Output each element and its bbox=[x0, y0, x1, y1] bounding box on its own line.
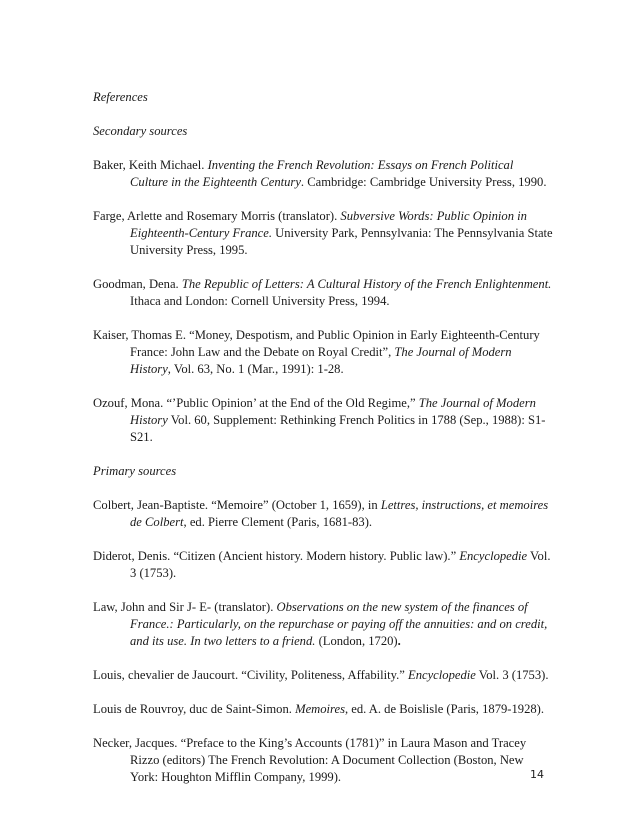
reference-entry: Necker, Jacques. “Preface to the King’s Accounts (1781)” in Laura Mason and Tracey Rizzo (editors) The French Revolution: A Document Collection (Boston, New York: Houghton Mifflin Company, 1999). bbox=[93, 736, 527, 784]
secondary-sources-list bbox=[93, 157, 553, 446]
reference-entry: Goodman, Dena. The Republic of Letters: A Cultural History of the French Enlightenment. Ithaca and London: Cornell University Press, 1994. bbox=[93, 277, 552, 308]
reference-entry: Ozouf, Mona. “’Public Opinion’ at the End of the Old Regime,” The Journal of Modern History Vol. 60, Supplement: Rethinking French Politics in 1788 (Sep., 1988): S1-S21. bbox=[93, 396, 546, 444]
reference-entry: Farge, Arlette and Rosemary Morris (translator). Subversive Words: Public Opinion in Eighteenth-Century France. University Park, Pennsylvania: The Pennsylvania State University Press, 1995. bbox=[93, 209, 553, 257]
reference-entry: Louis, chevalier de Jaucourt. “Civility, Politeness, Affability.” Encyclopedie Vol. 3 (1753). bbox=[93, 668, 549, 682]
reference-entry: Baker, Keith Michael. Inventing the French Revolution: Essays on French Political Culture in the Eighteenth Century. Cambridge: Cambridge University Press, 1990. bbox=[93, 158, 547, 189]
reference-entry: Law, John and Sir J- E- (translator). Observations on the new system of the finances of France.: Particularly, on the repurchase or paying off the annuities: and on credit, and its use. In two letters to a friend. (London, 1720). bbox=[93, 600, 548, 648]
primary-sources-heading: Primary sources bbox=[93, 464, 177, 478]
reference-entry: Kaiser, Thomas E. “Money, Despotism, and Public Opinion in Early Eighteenth-Century France: John Law and the Debate on Royal Credit”, The Journal of Modern History, Vol. 63, No. 1 (Mar., 1991): 1-28. bbox=[93, 328, 540, 376]
references-title: References bbox=[93, 90, 148, 104]
reference-entry: Colbert, Jean-Baptiste. “Memoire” (October 1, 1659), in Lettres, instructions, et memoires de Colbert, ed. Pierre Clement (Paris, 1681-83). bbox=[93, 498, 549, 529]
secondary-sources-heading: Secondary sources bbox=[93, 124, 188, 138]
reference-entry: Diderot, Denis. “Citizen (Ancient history. Modern history. Public law).” Encyclopedie Vol. 3 (1753). bbox=[93, 549, 551, 580]
primary-sources-list bbox=[93, 497, 553, 786]
references-content bbox=[93, 89, 553, 803]
reference-entry: Louis de Rouvroy, duc de Saint-Simon. Memoires, ed. A. de Boislisle (Paris, 1879-1928). bbox=[93, 702, 545, 716]
page-number: 14 bbox=[530, 768, 544, 781]
